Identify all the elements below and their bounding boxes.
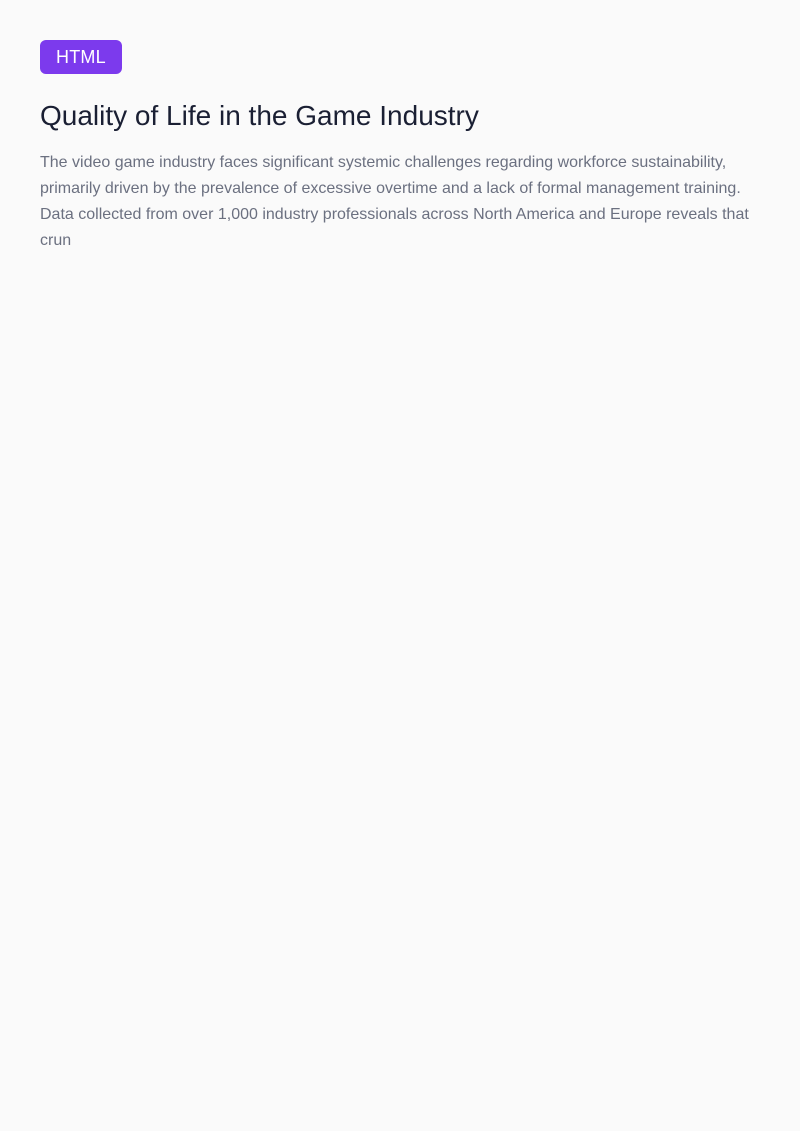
document-page [40, 40, 760, 254]
document-body: The video game industry faces significant systemic challenges regarding workforce sustainability, primarily driven by the prevalence of excessive overtime and a lack of formal management training. Data collected from over 1,000 industry professionals across North America and Europe reveals that crun [40, 154, 749, 249]
format-badge: HTML [40, 40, 122, 74]
document-title: Quality of Life in the Game Industry [40, 100, 479, 131]
